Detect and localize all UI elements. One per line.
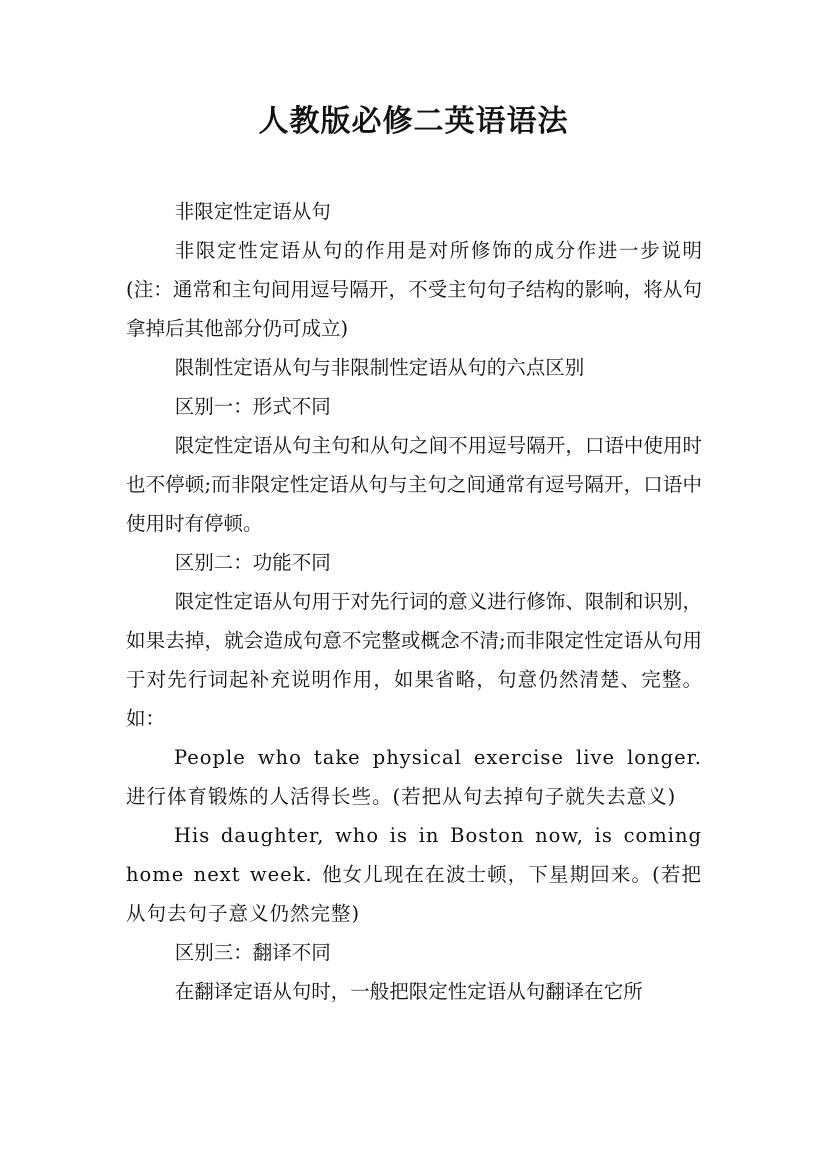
section-heading: 区别一：形式不同 — [174, 395, 331, 418]
paragraph: 非限定性定语从句的作用是对所修饰的成分作进一步说明(注：通常和主句间用逗号隔开，不受主句句子结构的影响，将从句拿掉后其他部分仍可成立) — [126, 239, 702, 340]
section-heading: 区别三：翻译不同 — [174, 941, 331, 964]
section-heading: 非限定性定语从句 — [174, 200, 331, 223]
section-heading: 限制性定语从句与非限制性定语从句的六点区别 — [174, 356, 585, 379]
section-heading: 区别二：功能不同 — [174, 551, 331, 574]
paragraph: 限定性定语从句用于对先行词的意义进行修饰、限制和识别，如果去掉，就会造成句意不完整或概念不清;而非限定性定语从句用于对先行词起补充说明作用，如果省略，句意仍然清楚、完整。如： — [126, 590, 702, 730]
paragraph: 限定性定语从句主句和从句之间不用逗号隔开，口语中使用时也不停顿;而非限定性定语从句与主句之间通常有逗号隔开，口语中使用时有停顿。 — [126, 434, 702, 535]
document-body — [126, 192, 702, 1011]
example-sentence: His daughter, who is in Boston now, is coming home next week. 他女儿现在在波士顿，下星期回来。(若把从句去句子意义仍然完整) — [126, 824, 702, 925]
example-sentence: People who take physical exercise live longer. 进行体育锻炼的人活得长些。(若把从句去掉句子就失去意义) — [126, 746, 702, 808]
document-title: 人教版必修二英语语法 — [258, 104, 569, 139]
paragraph: 在翻译定语从句时，一般把限定性定语从句翻译在它所 — [174, 980, 643, 1003]
